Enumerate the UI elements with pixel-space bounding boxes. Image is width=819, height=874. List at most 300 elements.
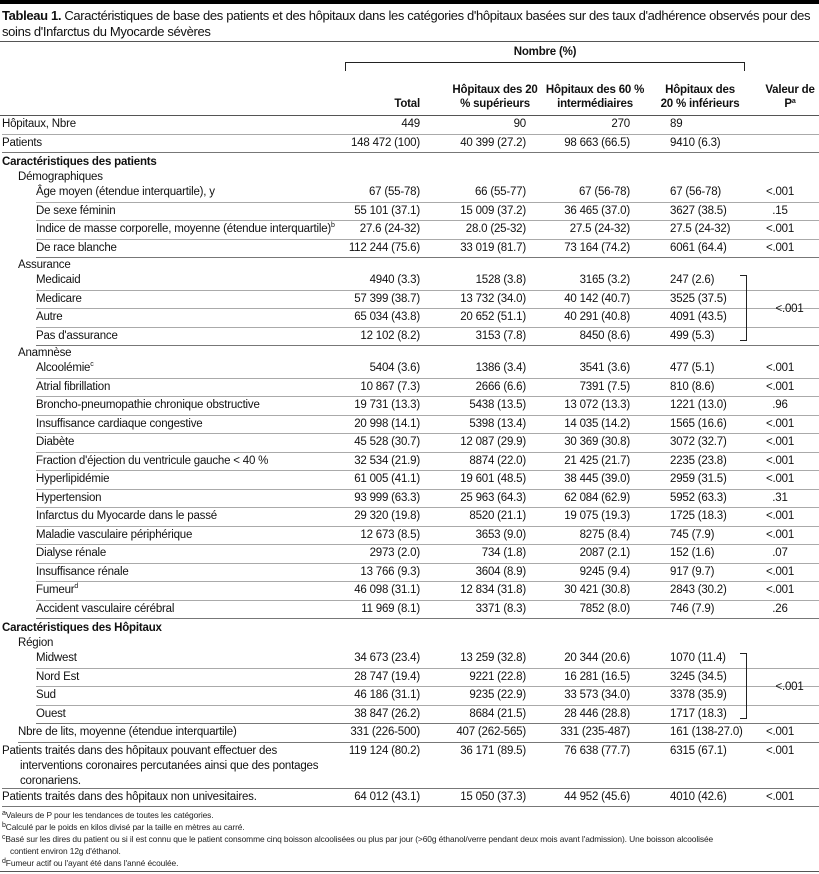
cell-top20 [420, 687, 526, 705]
col-header-p-value-text: Valeur de P [765, 84, 815, 110]
footnote-marker: c [2, 834, 6, 841]
cell-top20 [420, 650, 526, 668]
cell-bottom20-text: 161 (138-27.0) [670, 726, 743, 738]
cell-total [340, 184, 420, 202]
row-label-text: Nord Est [36, 670, 80, 683]
table-row [2, 743, 819, 789]
cell-mid60 [526, 116, 630, 134]
cell-mid60 [526, 789, 630, 807]
cell-bottom20 [630, 309, 743, 327]
row-label-text: Hôpitaux, Nbre [2, 118, 76, 130]
cell-total-text: 57 399 (38.7) [354, 292, 420, 305]
cell-p-value [743, 434, 817, 452]
cell-bottom20 [630, 789, 743, 807]
cell-top20-text: 25 963 (64.3) [460, 491, 526, 504]
cell-bottom20 [630, 328, 743, 346]
cell-total [340, 545, 420, 563]
cell-mid60 [526, 379, 630, 397]
cell-p-value-text: <.001 [765, 565, 795, 578]
cell-total [340, 582, 420, 600]
table-row [36, 471, 819, 490]
cell-p-value-text: <.001 [765, 186, 795, 198]
table-row [36, 240, 819, 259]
cell-bottom20 [630, 601, 743, 619]
cell-mid60-text: 44 952 (45.6) [564, 790, 630, 803]
cell-bottom20-text: 2843 (30.2) [670, 584, 727, 596]
cell-total-text: 2973 (2.0) [369, 547, 420, 559]
row-label-text: Fraction d'éjection du ventricule gauche < 40 % [36, 454, 269, 467]
row-label [36, 434, 340, 452]
cell-p-value [743, 527, 817, 545]
table-row [36, 490, 819, 509]
table-row [2, 789, 819, 808]
cell-p-value [743, 545, 817, 563]
cell-p-value-text: <.001 [765, 790, 795, 803]
cell-bottom20 [630, 545, 743, 563]
footnote-marker: c [90, 361, 94, 368]
cell-top20 [420, 582, 526, 600]
cell-mid60 [526, 490, 630, 508]
cell-top20 [420, 116, 526, 134]
cell-mid60 [526, 545, 630, 563]
cell-bottom20-text: 477 (5.1) [670, 362, 715, 374]
cell-mid60-text: 30 421 (30.8) [564, 584, 630, 596]
row-label-text: Accident vasculaire cérébral [36, 602, 175, 615]
row-label [36, 508, 340, 526]
row-label [36, 416, 340, 434]
row-label-text: Medicare [36, 292, 82, 305]
row-label-text: Infarctus du Myocarde dans le passé [36, 510, 217, 522]
cell-mid60-text: 8275 (8.4) [579, 528, 630, 541]
row-label-continuation: interventions coronaires percutanées ainsi que des pontages coronariens. [20, 759, 319, 787]
cell-bottom20 [630, 135, 743, 153]
row-label-text: Fumeur [36, 584, 75, 596]
row-label-text: Hyperlipidémie [36, 473, 110, 485]
cell-top20-text: 15 009 (37.2) [460, 204, 526, 217]
row-label [2, 135, 340, 153]
cell-total [340, 490, 420, 508]
cell-bottom20-text: 1565 (16.6) [670, 417, 727, 430]
cell-top20 [420, 379, 526, 397]
cell-mid60-text: 14 035 (14.2) [564, 417, 630, 430]
cell-top20-text: 5398 (13.4) [469, 417, 526, 430]
cell-mid60-text: 9245 (9.4) [579, 565, 630, 578]
row-label [36, 309, 340, 327]
cell-top20-text: 8874 (22.0) [469, 454, 526, 467]
cell-top20 [420, 564, 526, 582]
subsection-heading: Assurance [18, 259, 71, 271]
cell-bottom20 [630, 582, 743, 600]
row-label [36, 706, 340, 724]
cell-top20 [420, 706, 526, 724]
cell-bottom20-text: 89 [670, 118, 683, 130]
cell-total [340, 360, 420, 378]
cell-p-value-text: <.001 [765, 510, 795, 522]
cell-bottom20 [630, 687, 743, 705]
cell-bottom20-text: 6315 (67.1) [670, 744, 727, 757]
cell-p-value-text: .15 [772, 204, 788, 217]
cell-mid60 [526, 272, 630, 290]
table-caption [0, 4, 819, 41]
cell-p-value-text: <.001 [765, 726, 795, 738]
cell-total-text: 46 098 (31.1) [354, 584, 420, 596]
row-label-text: Broncho-pneumopathie chronique obstructive [36, 399, 260, 411]
table-row [2, 116, 819, 135]
row-label-text: Indice de masse corporelle, moyenne (étendue interquartile) [36, 223, 332, 235]
cell-total [340, 527, 420, 545]
cell-total-text: 64 012 (43.1) [354, 790, 420, 803]
cell-mid60-text: 62 084 (62.9) [564, 491, 630, 504]
cell-top20-text: 15 050 (37.3) [460, 790, 526, 803]
cell-mid60 [526, 650, 630, 668]
cell-top20 [420, 240, 526, 258]
cell-p-value-text: <.001 [765, 417, 795, 430]
cell-total-text: 65 034 (43.8) [354, 311, 420, 323]
cell-top20 [420, 669, 526, 687]
row-label-text: Hypertension [36, 491, 102, 504]
cell-total-text: 32 534 (21.9) [354, 454, 420, 467]
cell-bottom20 [630, 240, 743, 258]
cell-total-text: 5404 (3.6) [369, 362, 420, 374]
cell-top20 [420, 291, 526, 309]
cell-total-text: 112 244 (75.6) [348, 241, 420, 254]
col-header-top20: Hôpitaux des 20 % supérieurs [452, 84, 538, 110]
cell-p-value-text: <.001 [765, 223, 795, 235]
cell-total-text: 27.6 (24-32) [359, 223, 420, 235]
cell-top20-text: 8684 (21.5) [469, 707, 526, 720]
cell-mid60-text: 38 445 (39.0) [564, 473, 630, 485]
row-label-text: Medicaid [36, 274, 81, 286]
cell-p-value [743, 789, 817, 807]
table-row [36, 379, 819, 398]
table-row [36, 582, 819, 601]
cell-total-text: 55 101 (37.1) [354, 204, 420, 217]
cell-mid60-text: 40 291 (40.8) [564, 311, 630, 323]
table-title: Caractéristiques de base des patients et des hôpitaux dans les catégories d'hôpitaux basées sur des taux d'adhérence observés pour des soins d'Infarctus du Myocarde sévères [2, 8, 811, 39]
subsection-heading: Démographiques [18, 171, 103, 183]
table-row [36, 564, 819, 583]
cell-bottom20 [630, 116, 743, 134]
cell-top20-text: 3371 (8.3) [475, 602, 526, 615]
cell-p-value-text: <.001 [765, 380, 795, 393]
cell-top20-text: 2666 (6.6) [475, 380, 526, 393]
cell-top20-text: 8520 (21.1) [469, 510, 526, 522]
cell-bottom20-text: 2235 (23.8) [670, 454, 727, 467]
cell-total-text: 119 124 (80.2) [348, 744, 420, 757]
row-label-text: Dialyse rénale [36, 547, 107, 559]
row-label-text: De sexe féminin [36, 204, 116, 217]
row-label-text: Insuffisance cardiaque congestive [36, 417, 203, 430]
cell-bottom20-text: 746 (7.9) [670, 602, 715, 615]
cell-top20-text: 734 (1.8) [481, 547, 526, 559]
cell-bottom20 [630, 379, 743, 397]
cell-top20-text: 1528 (3.8) [475, 274, 526, 286]
table-row [36, 203, 819, 222]
grouped-rows [0, 272, 819, 346]
col-header-total: Total [394, 98, 420, 110]
row-label [36, 272, 340, 290]
row-label [36, 582, 340, 600]
cell-bottom20 [630, 397, 743, 415]
cell-top20 [420, 309, 526, 327]
row-label [36, 601, 340, 619]
row-label-text: Patients traités dans des hôpitaux non univesitaires. [2, 790, 257, 803]
cell-p-value [743, 184, 817, 202]
cell-p-value [743, 360, 817, 378]
row-label [36, 328, 340, 346]
cell-mid60-text: 33 573 (34.0) [564, 689, 630, 701]
cell-top20 [420, 203, 526, 221]
cell-mid60 [526, 724, 630, 742]
cell-p-value-text: .31 [772, 491, 788, 504]
footnote-text: Valeurs de P pour les tendances de toutes les catégories. [5, 810, 214, 820]
cell-bottom20 [630, 471, 743, 489]
cell-bottom20-text: 1725 (18.3) [670, 510, 727, 522]
col-header-p-value [765, 83, 815, 111]
table-row [36, 328, 819, 347]
cell-total [340, 434, 420, 452]
cell-top20 [420, 360, 526, 378]
col-header-mid60: Hôpitaux des 60 % intermédiaires [545, 84, 645, 110]
footnote [0, 809, 819, 821]
row-label [36, 397, 340, 415]
cell-total [340, 471, 420, 489]
row-label [2, 789, 340, 807]
cell-mid60 [526, 471, 630, 489]
table-row [36, 184, 819, 203]
cell-top20 [420, 434, 526, 452]
cell-top20-text: 20 652 (51.1) [460, 311, 526, 323]
row-label [36, 545, 340, 563]
cell-total [340, 328, 420, 346]
cell-top20-text: 36 171 (89.5) [460, 744, 526, 757]
cell-top20-text: 12 834 (31.8) [460, 584, 526, 596]
row-label [36, 221, 340, 239]
cell-bottom20-text: 3525 (37.5) [670, 292, 727, 305]
cell-total [340, 240, 420, 258]
row-label [36, 490, 340, 508]
table-row [36, 650, 819, 669]
cell-bottom20-text: 5952 (63.3) [670, 491, 727, 504]
cell-total [340, 744, 420, 759]
cell-bottom20 [630, 669, 743, 687]
cell-total-text: 46 186 (31.1) [354, 689, 420, 701]
p-value-bracket [740, 275, 747, 341]
cell-top20 [420, 397, 526, 415]
cell-bottom20 [630, 203, 743, 221]
table-row [36, 397, 819, 416]
cell-bottom20-text: 1221 (13.0) [670, 399, 727, 411]
cell-mid60 [526, 203, 630, 221]
cell-p-value [743, 471, 817, 489]
table-body [0, 116, 819, 807]
cell-p-value [743, 135, 817, 153]
cell-p-value [743, 490, 817, 508]
cell-mid60 [526, 434, 630, 452]
cell-total-text: 12 102 (8.2) [360, 329, 420, 342]
cell-mid60 [526, 582, 630, 600]
cell-top20-text: 407 (262-565) [456, 726, 526, 738]
cell-top20 [420, 508, 526, 526]
cell-top20-text: 9221 (22.8) [469, 670, 526, 683]
cell-mid60-text: 27.5 (24-32) [569, 223, 630, 235]
cell-p-value [743, 453, 817, 471]
cell-mid60-text: 19 075 (19.3) [564, 510, 630, 522]
table-row [36, 508, 819, 527]
cell-top20 [420, 527, 526, 545]
cell-bottom20-text: 6061 (64.4) [670, 241, 727, 254]
row-label-text: Nbre de lits, moyenne (étendue interquartile) [18, 726, 237, 738]
cell-total [340, 221, 420, 239]
cell-mid60 [526, 744, 630, 759]
cell-p-value [743, 116, 817, 134]
footnote-marker: d [74, 583, 79, 590]
cell-mid60-text: 98 663 (66.5) [564, 136, 630, 149]
cell-total-text: 4940 (3.3) [369, 274, 420, 286]
cell-bottom20 [630, 724, 743, 742]
cell-top20-text: 28.0 (25-32) [465, 223, 526, 235]
cell-mid60 [526, 508, 630, 526]
cell-p-value [743, 203, 817, 221]
cell-mid60-text: 30 369 (30.8) [564, 436, 630, 448]
footnote-marker: d [2, 858, 6, 865]
cell-total [340, 789, 420, 807]
row-label [36, 360, 340, 378]
cell-total-text: 10 867 (7.3) [360, 380, 420, 393]
footnote-marker: b [2, 822, 6, 829]
row-label [36, 650, 340, 668]
cell-top20 [420, 744, 526, 759]
cell-top20-text: 1386 (3.4) [475, 362, 526, 374]
cell-top20 [420, 471, 526, 489]
group-p-value: <.001 [775, 681, 804, 693]
cell-mid60 [526, 527, 630, 545]
cell-mid60-text: 21 425 (21.7) [564, 454, 630, 467]
section-heading: Caractéristiques des Hôpitaux [2, 622, 162, 634]
cell-mid60 [526, 453, 630, 471]
cell-total [340, 272, 420, 290]
grouped-rows [0, 650, 819, 724]
cell-mid60-text: 76 638 (77.7) [564, 744, 630, 757]
row-label-text: Pas d'assurance [36, 329, 118, 342]
cell-mid60-text: 16 281 (16.5) [564, 670, 630, 683]
cell-mid60 [526, 564, 630, 582]
cell-p-value [743, 416, 817, 434]
row-label-text: Sud [36, 689, 56, 701]
footnotes [0, 807, 819, 869]
footnote-marker: b [331, 222, 335, 229]
cell-p-value [743, 564, 817, 582]
cell-total-text: 61 005 (41.1) [354, 473, 420, 485]
footnote-text: Basé sur les dires du patient ou si il est connu que le patient consomme cinq boisson alcoolisées ou plus par jour (>60g éthanol/verre pendant deux mois avant l'admission). Une boisson alcoolisée [5, 834, 714, 844]
bottom-rule [0, 871, 819, 872]
table-row [2, 135, 819, 154]
cell-p-value [743, 240, 817, 258]
footnote-text: Calculé par le poids en kilos divisé par la taille en mètres au carré. [5, 822, 245, 832]
cell-total [340, 564, 420, 582]
cell-mid60 [526, 135, 630, 153]
cell-total [340, 724, 420, 742]
subsection-heading: Anamnèse [18, 347, 72, 359]
cell-mid60 [526, 669, 630, 687]
cell-top20-text: 33 019 (81.7) [460, 241, 526, 254]
cell-bottom20 [630, 490, 743, 508]
cell-p-value-text: .96 [772, 399, 788, 411]
row-label [36, 184, 340, 202]
cell-mid60-text: 13 072 (13.3) [564, 399, 630, 411]
cell-total [340, 687, 420, 705]
table-row [36, 434, 819, 453]
cell-p-value-text: <.001 [765, 436, 795, 448]
cell-bottom20-text: 247 (2.6) [670, 274, 715, 286]
cell-mid60-text: 36 465 (37.0) [564, 204, 630, 217]
cell-mid60 [526, 706, 630, 724]
cell-p-value [743, 397, 817, 415]
cell-bottom20 [630, 508, 743, 526]
cell-total-text: 28 747 (19.4) [354, 670, 420, 683]
row-label-text: Autre [36, 311, 63, 323]
cell-mid60 [526, 309, 630, 327]
cell-bottom20-text: 3245 (34.5) [670, 670, 727, 683]
footnote-marker: a [791, 98, 796, 105]
row-label [36, 291, 340, 309]
cell-top20 [420, 135, 526, 153]
cell-top20-text: 19 601 (48.5) [460, 473, 526, 485]
row-label [36, 471, 340, 489]
cell-total [340, 291, 420, 309]
cell-top20 [420, 453, 526, 471]
cell-bottom20 [630, 527, 743, 545]
section-heading: Caractéristiques des patients [2, 156, 157, 168]
table-row [36, 309, 819, 328]
row-label-text: Âge moyen (étendue interquartile), y [36, 186, 215, 198]
cell-mid60 [526, 397, 630, 415]
cell-top20 [420, 789, 526, 807]
table-row [36, 545, 819, 564]
cell-p-value-text: <.001 [765, 362, 795, 374]
cell-top20-text: 9235 (22.9) [469, 689, 526, 701]
cell-top20-text: 12 087 (29.9) [460, 436, 526, 448]
cell-p-value [743, 221, 817, 239]
subsection-heading: Région [18, 637, 54, 649]
cell-bottom20-text: 4010 (42.6) [670, 790, 727, 803]
cell-mid60-text: 20 344 (20.6) [564, 652, 630, 664]
cell-top20-text: 3153 (7.8) [475, 329, 526, 342]
cell-mid60-text: 270 [611, 118, 630, 130]
cell-mid60 [526, 687, 630, 705]
footnote [0, 833, 819, 845]
row-label [36, 527, 340, 545]
cell-top20-text: 90 [513, 118, 526, 130]
cell-p-value-text: <.001 [765, 584, 795, 596]
cell-p-value-text: <.001 [765, 454, 795, 467]
cell-mid60 [526, 291, 630, 309]
cell-p-value-text: <.001 [765, 744, 795, 757]
cell-total-text: 148 472 (100) [350, 136, 420, 149]
cell-p-value [743, 744, 817, 759]
cell-total-text: 449 [401, 118, 420, 130]
cell-total [340, 650, 420, 668]
cell-top20-text: 40 399 (27.2) [460, 136, 526, 149]
cell-bottom20-text: 2959 (31.5) [670, 473, 727, 485]
row-label [36, 687, 340, 705]
cell-bottom20-text: 27.5 (24-32) [670, 223, 731, 235]
cell-total-text: 45 528 (30.7) [354, 436, 420, 448]
table-row [36, 272, 819, 291]
cell-total-text: 29 320 (19.8) [354, 510, 420, 522]
cell-total-text: 34 673 (23.4) [354, 652, 420, 664]
row-label [36, 240, 340, 258]
